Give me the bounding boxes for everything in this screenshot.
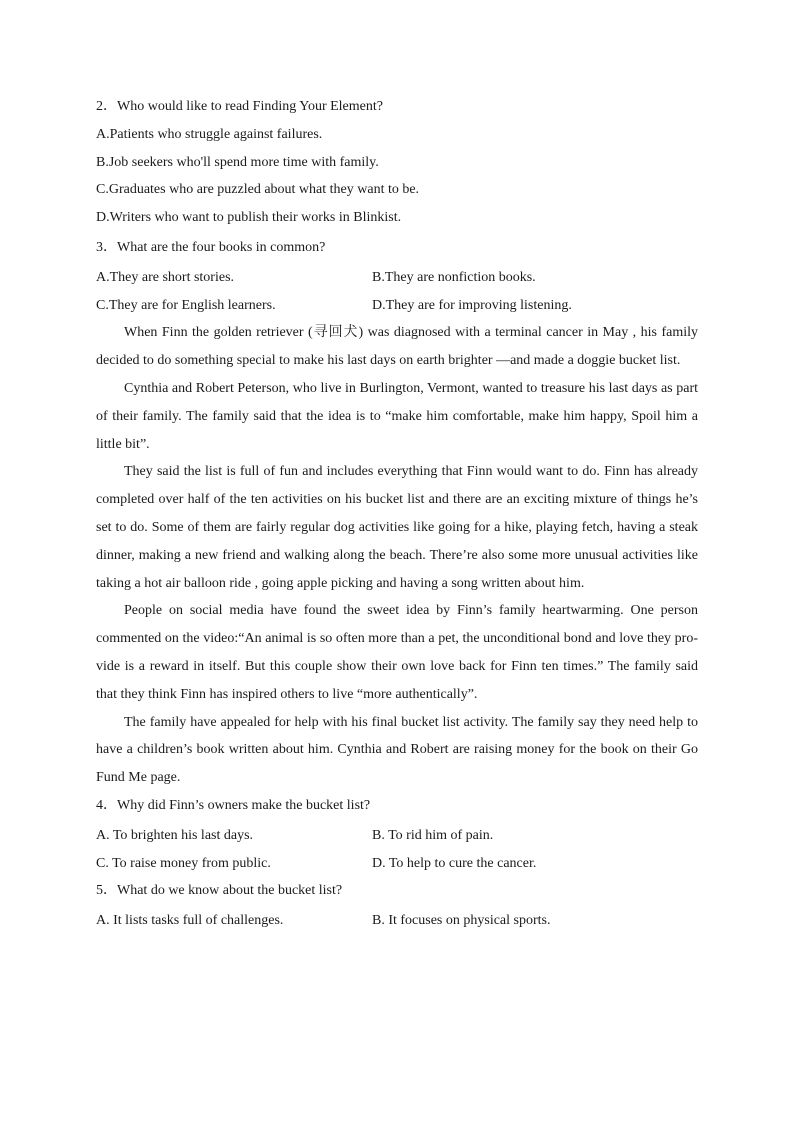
option-c: C. To raise money from public.	[96, 855, 271, 871]
question-2	[96, 93, 698, 232]
passage-paragraph: People on social media have found the sweet idea by Finn’s family heartwarming. One person commented on the video:“An animal is so often more than a pet, the unconditional bond and love they pro-vide is a reward in itself. But this couple show their own love back for Finn ten times.” The family said that they think Finn has inspired others to live “more authentically”.	[96, 603, 698, 702]
option-c: C.Graduates who are puzzled about what they want to be.	[96, 182, 420, 198]
question-3	[96, 234, 698, 319]
question-stem: 3．What are the four books in common?	[96, 239, 326, 255]
option-a: A. To brighten his last days.	[96, 827, 254, 843]
reading-passage	[96, 319, 698, 792]
passage-paragraph: The family have appealed for help with his final bucket list activity. The family say they need help to have a children’s book written about him. Cynthia and Robert are raising money for the book on their Go Fund Me page.	[96, 714, 698, 786]
option-row	[96, 292, 698, 320]
document-page	[96, 93, 698, 935]
option-row	[96, 850, 698, 878]
passage-paragraph: They said the list is full of fun and includes everything that Finn would want to do. Finn has already completed over half of the ten activities on his bucket list and there are an exciting mixture of things he’s set to do. Some of them are fairly regular dog activities like going for a hike, playing fetch, having a steak dinner, making a new friend and walking along the beach. There’re also some more unusual activities like taking a hot air balloon ride , going apple picking and having a song written about him.	[96, 464, 698, 591]
passage-paragraph: When Finn the golden retriever (寻回犬) was diagnosed with a terminal cancer in May , his family decided to do something special to make his last days on earth brighter —and made a doggie bucket list.	[96, 325, 698, 369]
question-stem: 4．Why did Finn’s owners make the bucket list?	[96, 797, 371, 813]
passage-paragraph: Cynthia and Robert Peterson, who live in Burlington, Vermont, wanted to treasure his last days as part of their family. The family said that the idea is to “make him comfortable, make him happy, Spoil him a little bit”.	[96, 380, 698, 452]
option-a: A. It lists tasks full of challenges.	[96, 913, 284, 929]
option-row	[96, 907, 698, 935]
option-d: D.They are for improving listening.	[372, 297, 572, 313]
question-4	[96, 792, 698, 877]
option-b: B. It focuses on physical sports.	[372, 913, 551, 929]
option-row	[96, 264, 698, 292]
option-c: C.They are for English learners.	[96, 297, 276, 313]
option-b: B. To rid him of pain.	[372, 827, 494, 843]
option-row	[96, 822, 698, 850]
question-stem: 5．What do we know about the bucket list?	[96, 883, 343, 899]
option-a: A.Patients who struggle against failures.	[96, 126, 323, 142]
option-d: D. To help to cure the cancer.	[372, 855, 537, 871]
question-stem: 2．Who would like to read Finding Your Element?	[96, 99, 383, 114]
question-5	[96, 877, 698, 935]
option-a: A.They are short stories.	[96, 269, 235, 285]
option-d: D.Writers who want to publish their works in Blinkist.	[96, 210, 402, 226]
option-b: B.Job seekers who'll spend more time with family.	[96, 154, 379, 170]
option-b: B.They are nonfiction books.	[372, 269, 536, 285]
